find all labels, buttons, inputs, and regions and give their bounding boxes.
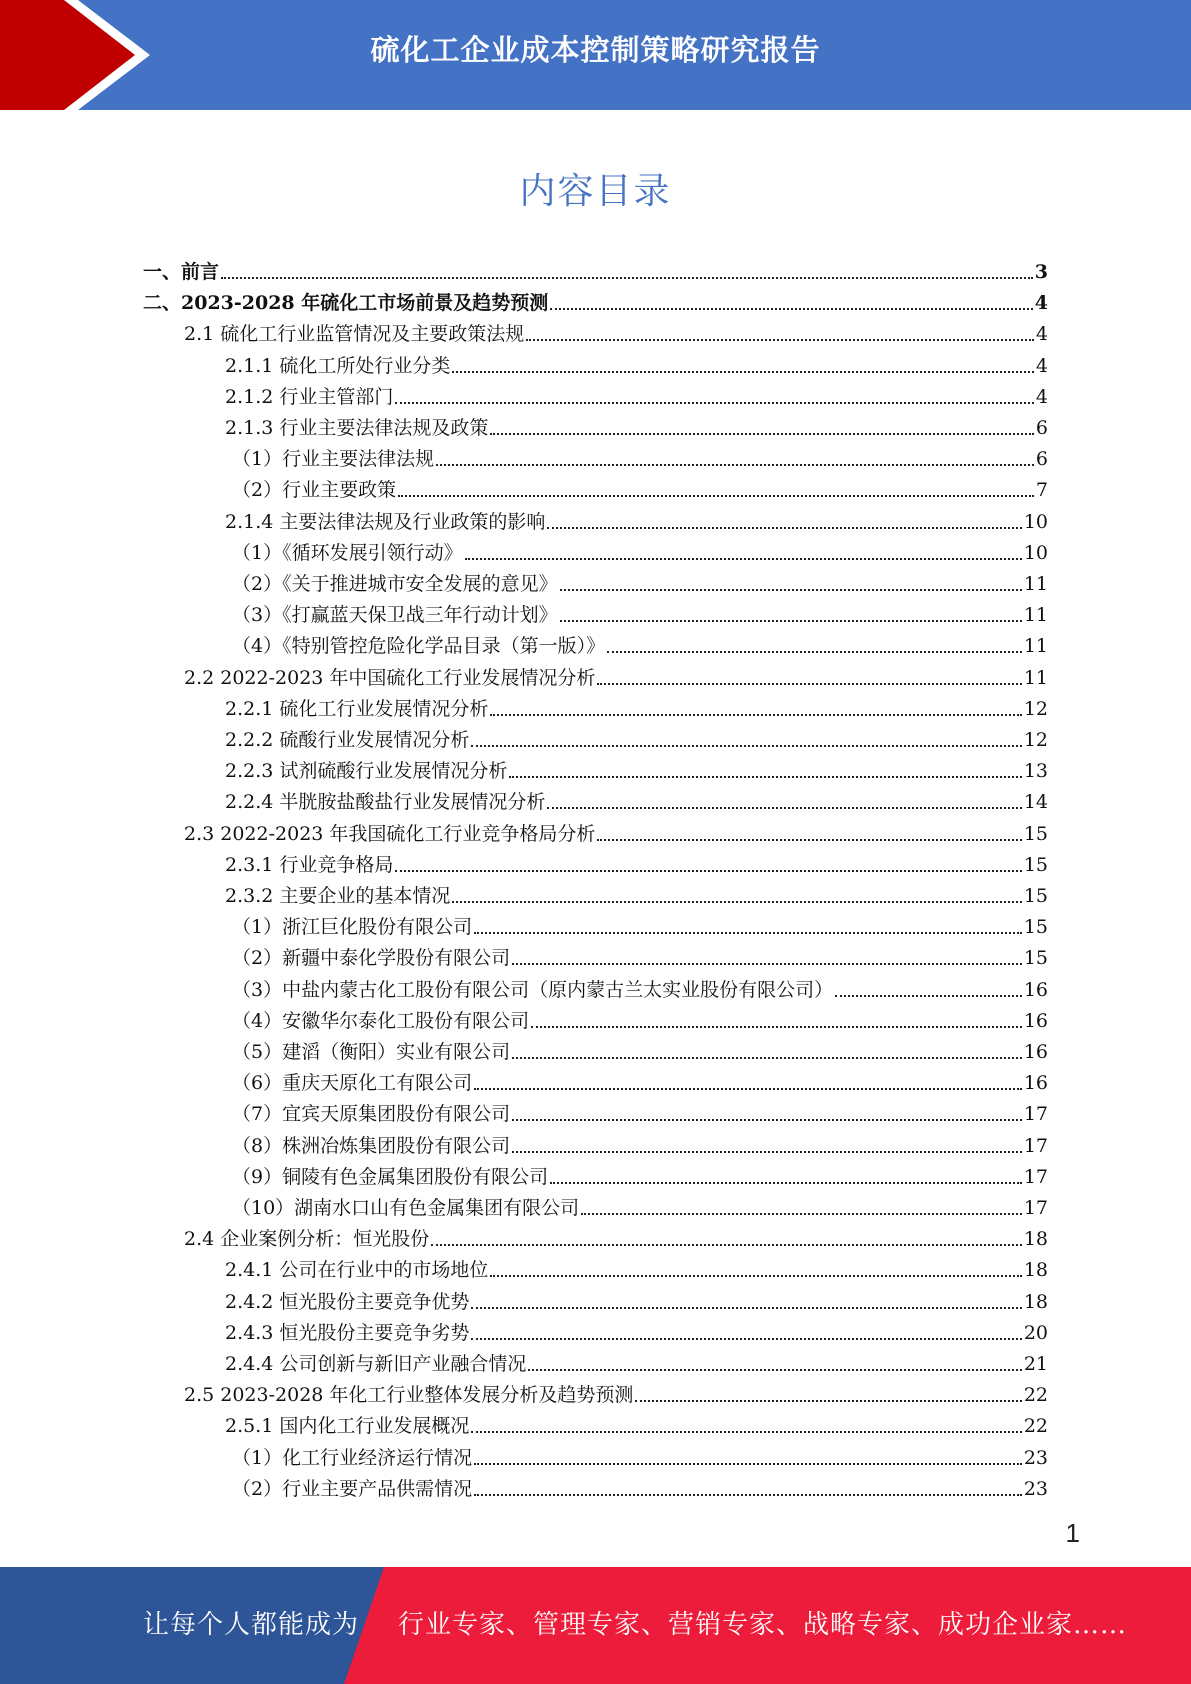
footer-slogan-left: 让每个人都能成为 (143, 1610, 360, 1640)
toc-entry-title: （10）湖南水口山有色金属集团有限公司 (232, 1197, 580, 1219)
toc-entry-title: （4）《特别管控危险化学品目录（第一版）》 (232, 635, 606, 658)
toc-dot-leader (395, 870, 1021, 872)
toc-dot-leader (465, 558, 1022, 560)
toc-entry[interactable] (232, 972, 1048, 1003)
toc-entry-title: 2.2 2022-2023 年中国硫化工行业发展情况分析 (184, 666, 596, 689)
toc-entry-page: 17 (1023, 1165, 1048, 1188)
toc-dot-leader (512, 1057, 1022, 1059)
toc-entry[interactable] (232, 1096, 1048, 1127)
toc-entry-page: 18 (1023, 1290, 1048, 1313)
toc-entry[interactable] (232, 1128, 1048, 1159)
toc-entry-title: 2.2.1 硫化工行业发展情况分析 (225, 697, 489, 720)
toc-entry-title: （2）行业主要产品供需情况 (232, 1477, 473, 1500)
toc-entry-title: 2.1.4 主要法律法规及行业政策的影响 (225, 510, 546, 533)
toc-dot-leader (597, 683, 1021, 685)
toc-entry-page: 11 (1023, 604, 1048, 627)
toc-entry-title: 2.3.2 主要企业的基本情况 (225, 885, 451, 907)
toc-entry[interactable] (232, 597, 1048, 628)
toc-entry[interactable] (232, 1065, 1048, 1096)
toc-entry-page: 4 (1035, 385, 1048, 408)
toc-entry-title: 2.4.3 恒光股份主要竞争劣势 (225, 1321, 470, 1344)
toc-entry[interactable] (225, 1315, 1048, 1346)
toc-entry-page: 13 (1023, 760, 1048, 783)
toc-entry-page: 11 (1023, 666, 1048, 689)
toc-entry[interactable] (232, 940, 1048, 971)
toc-entry-page: 17 (1023, 1134, 1048, 1157)
toc-entry[interactable] (232, 441, 1048, 472)
toc-entry-page: 18 (1023, 1228, 1048, 1251)
toc-dot-leader (550, 1182, 1022, 1184)
toc-entry[interactable] (184, 316, 1048, 347)
toc-dot-leader (398, 495, 1034, 497)
toc-entry-page: 15 (1023, 853, 1048, 876)
toc-dot-leader (395, 402, 1034, 404)
toc-dot-leader (607, 651, 1022, 653)
toc-dot-leader (531, 1026, 1022, 1028)
toc-entry[interactable] (225, 753, 1048, 784)
toc-dot-leader (452, 901, 1021, 903)
toc-entry-page: 6 (1035, 417, 1048, 439)
toc-entry-title: （2）《关于推进城市安全发展的意见》 (232, 573, 558, 595)
toc-entry-title: （3）中盐内蒙古化工股份有限公司（原内蒙古兰太实业股份有限公司） (232, 978, 834, 1001)
toc-entry-page: 23 (1023, 1446, 1048, 1469)
toc-entry[interactable] (184, 1221, 1048, 1252)
toc-entry[interactable] (143, 254, 1048, 285)
toc-entry-page: 18 (1023, 1259, 1048, 1282)
toc-dot-leader (635, 1400, 1021, 1402)
toc-entry-title: 2.2.2 硫酸行业发展情况分析 (225, 729, 470, 751)
toc-entry-page: 10 (1023, 510, 1048, 533)
toc-entry-page: 4 (1035, 323, 1048, 346)
toc-entry[interactable] (225, 410, 1048, 441)
toc-entry-title: （4）安徽华尔泰化工股份有限公司 (232, 1009, 530, 1032)
toc-dot-leader (550, 308, 1033, 310)
toc-entry-page: 22 (1023, 1415, 1048, 1438)
toc-entry[interactable] (225, 1408, 1048, 1439)
toc-entry[interactable] (232, 628, 1048, 659)
toc-dot-leader (474, 932, 1022, 934)
toc-entry-title: 2.3.1 行业竞争格局 (225, 853, 394, 876)
toc-entry[interactable] (232, 472, 1048, 503)
toc-dot-leader (581, 1213, 1022, 1215)
toc-entry-page: 15 (1023, 822, 1048, 845)
toc-dot-leader (528, 1369, 1021, 1371)
toc-entry-page: 15 (1023, 885, 1048, 907)
toc-entry[interactable] (184, 1377, 1048, 1408)
toc-entry-title: （3）《打赢蓝天保卫战三年行动计划》 (232, 604, 558, 627)
toc-entry[interactable] (184, 816, 1048, 847)
toc-entry-page: 11 (1023, 573, 1048, 595)
toc-entry[interactable] (232, 1471, 1048, 1502)
toc-entry[interactable] (232, 535, 1048, 566)
header-title: 硫化工企业成本控制策略研究报告 (370, 33, 821, 67)
toc-entry-page: 7 (1035, 479, 1048, 502)
toc-entry-title: （5）建滔（衡阳）实业有限公司 (232, 1041, 511, 1063)
toc-dot-leader (560, 620, 1022, 622)
toc-entry-title: （2）新疆中泰化学股份有限公司 (232, 947, 511, 970)
toc-entry-page: 21 (1023, 1353, 1048, 1375)
toc-entry-page: 11 (1023, 635, 1048, 658)
toc-entry[interactable] (232, 909, 1048, 940)
toc-entry-title: 一、前言 (143, 261, 220, 283)
toc-dot-leader (835, 995, 1022, 997)
toc-entry-title: （1）化工行业经济运行情况 (232, 1446, 473, 1469)
toc-entry-title: （8）株洲冶炼集团股份有限公司 (232, 1134, 511, 1157)
toc-entry-page: 20 (1023, 1321, 1048, 1344)
toc-dot-leader (526, 339, 1034, 341)
toc-dot-leader (471, 1338, 1021, 1340)
toc-dot-leader (560, 589, 1022, 591)
toc-entry-title: 2.4.1 公司在行业中的市场地位 (225, 1259, 489, 1282)
toc-entry[interactable] (225, 878, 1048, 909)
toc-entry-page: 14 (1023, 791, 1048, 814)
toc-entry-title: 2.2.4 半胱胺盐酸盐行业发展情况分析 (225, 791, 546, 814)
toc-entry-page: 17 (1023, 1197, 1048, 1219)
toc-entry[interactable] (232, 1034, 1048, 1065)
toc-entry-page: 17 (1023, 1103, 1048, 1126)
toc-entry-title: （6）重庆天原化工有限公司 (232, 1072, 473, 1095)
toc-entry-title: 2.1.3 行业主要法律法规及政策 (225, 417, 489, 439)
toc-entry[interactable] (143, 285, 1048, 316)
toc-dot-leader (547, 527, 1021, 529)
toc-entry[interactable] (232, 1190, 1048, 1221)
toc-entry[interactable] (225, 1346, 1048, 1377)
toc-dot-leader (474, 1463, 1022, 1465)
toc-dot-leader (474, 1494, 1022, 1496)
toc-entry-page: 16 (1023, 1072, 1048, 1095)
toc-entry[interactable] (232, 1003, 1048, 1034)
toc-entry-title: （1）行业主要法律法规 (232, 448, 435, 471)
toc-entry-page: 4 (1034, 292, 1048, 315)
toc-entry[interactable] (225, 784, 1048, 815)
toc-dot-leader (490, 714, 1021, 716)
toc-entry-title: 2.1.2 行业主管部门 (225, 385, 394, 408)
toc-entry-title: （1）浙江巨化股份有限公司 (232, 916, 473, 939)
toc-entry-title: 2.1 硫化工行业监管情况及主要政策法规 (184, 323, 525, 346)
toc-entry[interactable] (225, 1252, 1048, 1283)
toc-dot-leader (471, 1431, 1021, 1433)
toc-entry-title: 2.1.1 硫化工所处行业分类 (225, 354, 451, 377)
toc-dot-leader (512, 1151, 1022, 1153)
toc-entry-page: 22 (1023, 1384, 1048, 1407)
toc-dot-leader (471, 1307, 1021, 1309)
header-band (0, 0, 1191, 110)
toc-dot-leader (452, 371, 1034, 373)
toc-entry-title: （2）行业主要政策 (232, 479, 397, 502)
footer-slogan-right: 行业专家、管理专家、营销专家、战略专家、成功企业家…… (398, 1610, 1128, 1640)
toc-entry-title: 2.4.2 恒光股份主要竞争优势 (225, 1290, 470, 1313)
toc-entry-title: 二、2023-2028 年硫化工市场前景及趋势预测 (143, 292, 549, 315)
toc-dot-leader (509, 776, 1021, 778)
toc-entry[interactable] (184, 660, 1048, 691)
toc-entry-page: 12 (1023, 697, 1048, 720)
toc-entry-page: 16 (1023, 978, 1048, 1001)
toc-entry-page: 3 (1034, 261, 1048, 283)
toc-entry-title: （7）宜宾天原集团股份有限公司 (232, 1103, 511, 1126)
toc-entry[interactable] (225, 504, 1048, 535)
toc-dot-leader (471, 745, 1021, 747)
toc-entry[interactable] (225, 847, 1048, 878)
toc-entry-title: 2.5.1 国内化工行业发展概况 (225, 1415, 470, 1438)
toc-entry[interactable] (232, 1440, 1048, 1471)
toc-dot-leader (490, 433, 1034, 435)
toc-entry[interactable] (225, 722, 1048, 753)
toc-entry-title: （9）铜陵有色金属集团股份有限公司 (232, 1165, 549, 1188)
toc-entry[interactable] (232, 1159, 1048, 1190)
toc-dot-leader (474, 1088, 1022, 1090)
toc-entry-title: 2.3 2022-2023 年我国硫化工行业竞争格局分析 (184, 822, 596, 845)
toc-dot-leader (431, 1244, 1022, 1246)
toc-entry[interactable] (225, 691, 1048, 722)
toc-dot-leader (490, 1275, 1021, 1277)
toc-entry-page: 10 (1023, 541, 1048, 564)
toc-entry-page: 23 (1023, 1477, 1048, 1500)
page-title: 内容目录 (519, 171, 672, 212)
page-number: 1 (1065, 1518, 1080, 1548)
toc-entry-title: 2.2.3 试剂硫酸行业发展情况分析 (225, 760, 508, 783)
toc-entry[interactable] (225, 348, 1048, 379)
toc-entry-page: 15 (1023, 916, 1048, 939)
toc-dot-leader (221, 277, 1033, 279)
toc-entry-page: 12 (1023, 729, 1048, 751)
toc-entry-title: 2.4.4 公司创新与新旧产业融合情况 (225, 1353, 527, 1375)
toc-entry[interactable] (225, 379, 1048, 410)
toc-entry-page: 15 (1023, 947, 1048, 970)
toc-dot-leader (512, 1119, 1022, 1121)
toc-dot-leader (512, 963, 1022, 965)
toc-entry[interactable] (232, 566, 1048, 597)
toc-dot-leader (436, 464, 1034, 466)
toc-entry-page: 16 (1023, 1009, 1048, 1032)
toc-entry-title: 2.5 2023-2028 年化工行业整体发展分析及趋势预测 (184, 1384, 634, 1407)
toc-entry-title: 2.4 企业案例分析：恒光股份 (184, 1228, 430, 1251)
toc-entry-page: 4 (1035, 354, 1048, 377)
toc-dot-leader (547, 807, 1021, 809)
toc-entry[interactable] (225, 1284, 1048, 1315)
toc-entry-page: 6 (1035, 448, 1048, 471)
toc-dot-leader (597, 839, 1021, 841)
toc-entry-title: （1）《循环发展引领行动》 (232, 541, 463, 564)
footer-band (0, 1567, 1191, 1684)
toc-entry-page: 16 (1023, 1041, 1048, 1063)
